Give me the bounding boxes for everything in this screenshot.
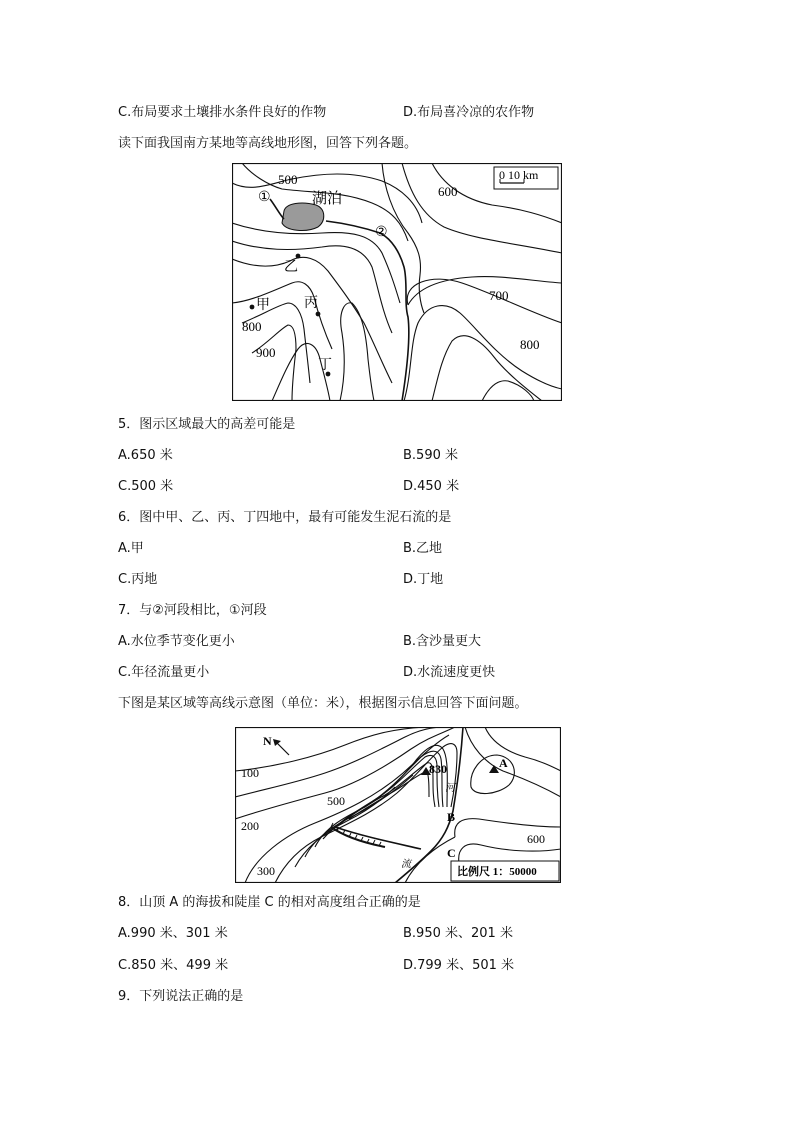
contour-map-1 <box>232 163 562 401</box>
contour-label-800-east: 800 <box>520 337 540 352</box>
scale-bar-1 <box>494 167 558 189</box>
option-c-prev: C.布局要求土壤排水条件良好的作物 <box>118 105 327 120</box>
q6-option-a: A.甲 <box>118 541 144 556</box>
contour-label-500: 500 <box>278 172 298 187</box>
point-b-label: B <box>447 810 456 824</box>
contour-label-300: 300 <box>257 864 275 878</box>
point-c-label: C <box>447 846 456 860</box>
north-label: N <box>263 734 272 748</box>
q5-option-c: C.500 米 <box>118 479 174 494</box>
q6-option-b: B.乙地 <box>403 541 443 556</box>
intro-map2: 下图是某区域等高线示意图（单位：米），根据图示信息回答下面问题。 <box>118 696 528 711</box>
contour-label-600: 600 <box>438 184 458 199</box>
contour-label-900: 900 <box>256 345 276 360</box>
contour-map-2 <box>235 727 561 883</box>
river-mark-1: ① <box>258 190 271 205</box>
q7-option-a: A.水位季节变化更小 <box>118 634 235 649</box>
q5-option-a: A.650 米 <box>118 448 173 463</box>
peak-a-label: A <box>499 756 508 770</box>
river-mark-2: ② <box>375 225 388 240</box>
contour-label-500: 500 <box>327 794 345 808</box>
point-ding-label: 丁 <box>318 358 332 373</box>
scale-text-1: 0 10 km <box>499 168 539 182</box>
q6-option-d: D.丁地 <box>403 572 444 587</box>
point-jia-label: 甲 <box>256 298 270 313</box>
q8-option-d: D.799 米、501 米 <box>403 958 515 973</box>
q6-option-c: C.丙地 <box>118 572 158 587</box>
scale-text-2: 比例尺 1：50000 <box>457 866 537 878</box>
option-d-prev: D.布局喜冷凉的农作物 <box>403 105 535 120</box>
q8-stem: 8．山顶 A 的海拔和陡崖 C 的相对高度组合正确的是 <box>118 895 421 910</box>
q8-option-a: A.990 米、301 米 <box>118 926 228 941</box>
contour-label-100: 100 <box>241 766 259 780</box>
q7-option-c: C.年径流量更小 <box>118 665 210 680</box>
river-char-1: 河 <box>445 783 455 794</box>
q7-stem: 7．与②河段相比，①河段 <box>118 603 267 618</box>
river-char-2: 流 <box>401 859 411 870</box>
q8-option-b: B.950 米、201 米 <box>403 926 513 941</box>
q5-option-d: D.450 米 <box>403 479 460 494</box>
contour-label-700: 700 <box>489 288 509 303</box>
q7-option-b: B.含沙量更大 <box>403 634 482 649</box>
contour-label-200: 200 <box>241 819 259 833</box>
point-yi <box>296 254 301 259</box>
lake-label: 湖泊 <box>312 191 343 207</box>
point-jia <box>250 305 255 310</box>
point-yi-label: 乙 <box>284 260 298 275</box>
contour-label-800-west: 800 <box>242 319 262 334</box>
q7-option-d: D.水流速度更快 <box>403 665 496 680</box>
peak-elevation: 830 <box>429 762 447 776</box>
q5-stem: 5．图示区域最大的高差可能是 <box>118 417 296 432</box>
q5-option-b: B.590 米 <box>403 448 458 463</box>
lake <box>282 203 324 230</box>
q8-option-c: C.850 米、499 米 <box>118 958 229 973</box>
q6-stem: 6．图中甲、乙、丙、丁四地中，最有可能发生泥石流的是 <box>118 510 452 525</box>
intro-map1: 读下面我国南方某地等高线地形图，回答下列各题。 <box>118 136 418 151</box>
contour-label-600: 600 <box>527 832 545 846</box>
point-bing <box>316 312 321 317</box>
point-bing-label: 丙 <box>304 296 318 311</box>
q9-stem: 9．下列说法正确的是 <box>118 989 244 1004</box>
